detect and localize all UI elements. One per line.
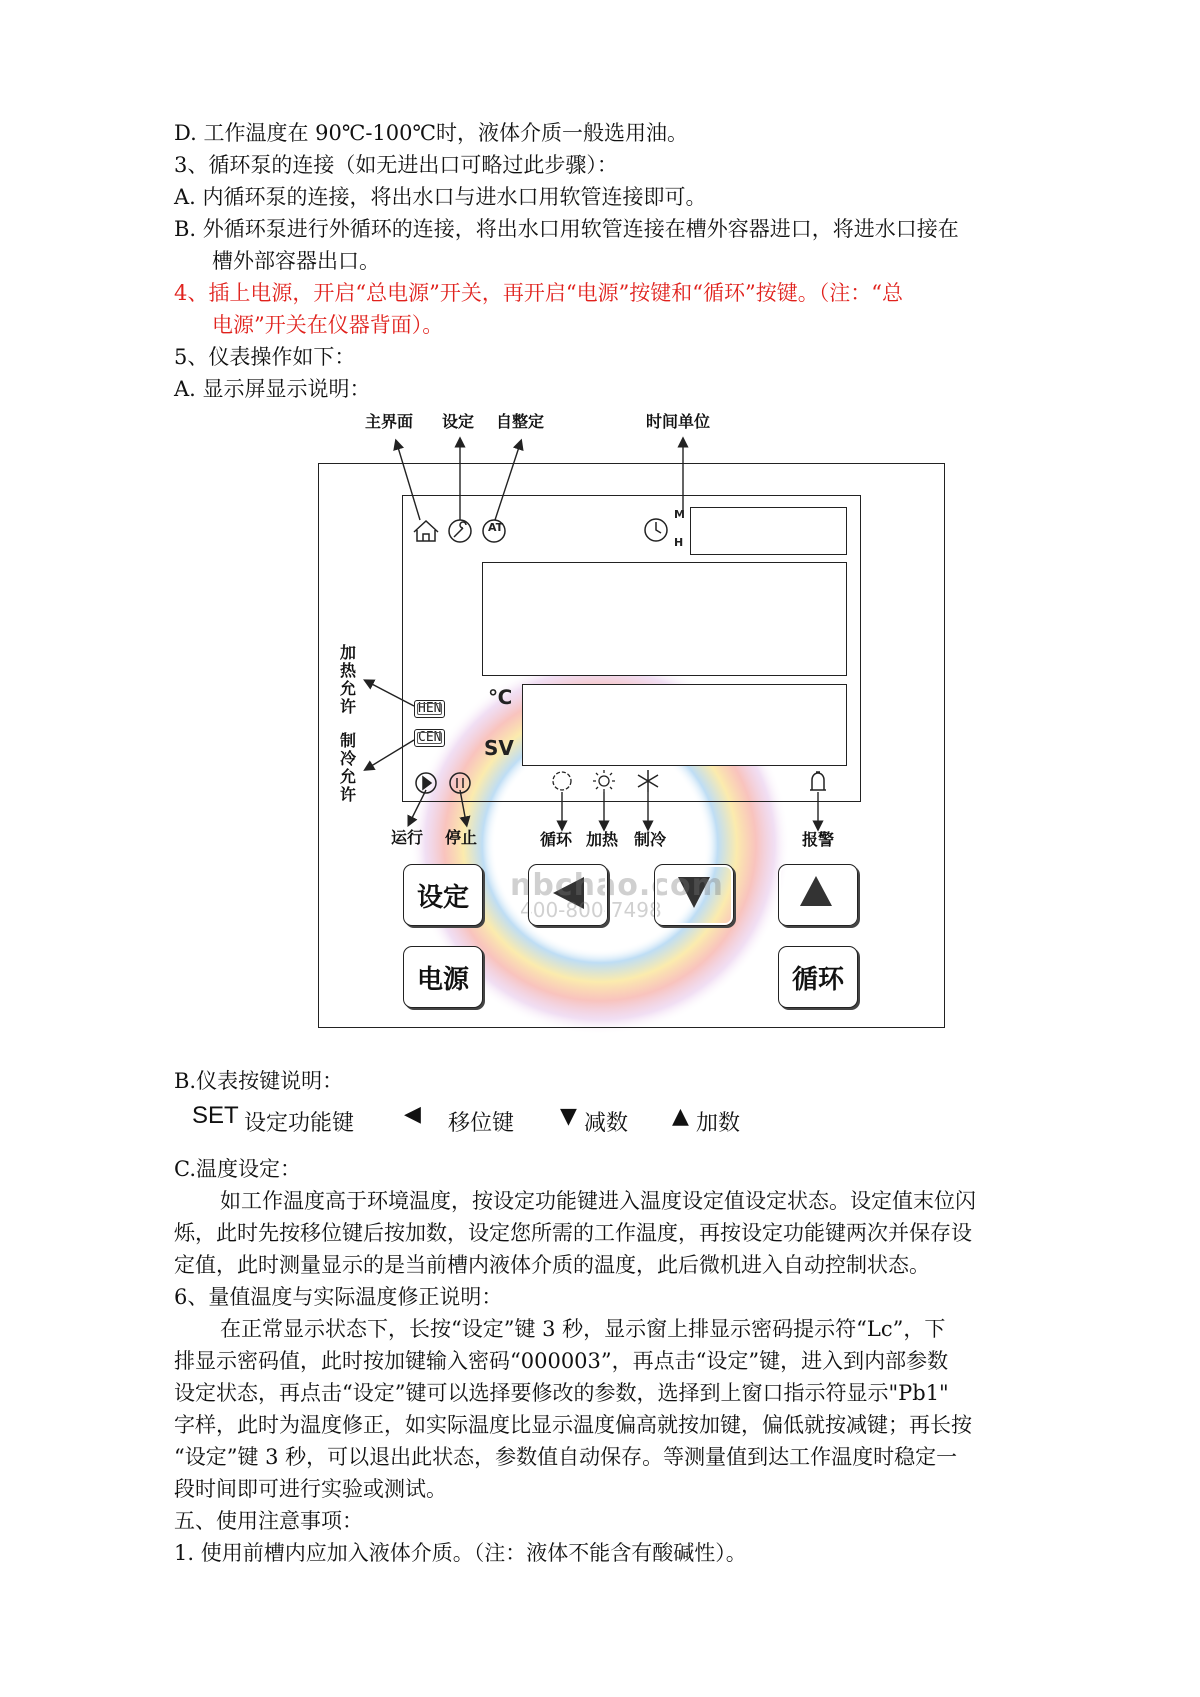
- unit-sv: SV: [484, 736, 514, 760]
- legend-set-desc: 设定功能键: [244, 1111, 355, 1136]
- up-key[interactable]: [778, 864, 858, 926]
- down-triangle-legend-icon: ▼: [560, 1104, 577, 1129]
- text-line: 6、量值温度与实际温度修正说明：: [174, 1285, 503, 1309]
- label-run: 运行: [391, 828, 424, 847]
- pv-display-window: [482, 562, 847, 676]
- text-line: B. 外循环泵进行外循环的连接，将出水口用软管连接在槽外容器进口，将进水口接在: [174, 217, 959, 241]
- section-heading: 五、使用注意事项：: [174, 1509, 363, 1533]
- watermark-brand: nbchao.com: [510, 868, 724, 903]
- sv-display-window: [522, 684, 847, 766]
- label-alarm: 报警: [802, 830, 835, 849]
- power-key[interactable]: 电源: [403, 946, 483, 1008]
- label-circulate: 循环: [540, 830, 573, 849]
- left-triangle-icon: ◀: [404, 1102, 421, 1127]
- text-line: 3、循环泵的连接（如无进出口可略过此步骤）：: [174, 153, 618, 177]
- text-line: A. 内循环泵的连接，将出水口与进水口用软管连接即可。: [174, 185, 707, 209]
- set-key[interactable]: 设定: [403, 864, 483, 926]
- at-icon-label: AT: [488, 521, 504, 534]
- label-stop: 停止: [445, 828, 478, 847]
- text-line: A. 显示屏显示说明：: [174, 377, 371, 401]
- text-line: 5、仪表操作如下：: [174, 345, 356, 369]
- legend-shift-desc: 移位键: [448, 1111, 515, 1136]
- paragraph-line: 在正常显示状态下，长按“设定”键 3 秒，显示窗上排显示密码提示符“Lc”，下: [220, 1317, 946, 1341]
- tag-cen: CEN: [414, 729, 445, 747]
- label-cool: 制冷: [634, 830, 667, 849]
- label-setting: 设定: [442, 412, 475, 431]
- paragraph-line: 设定状态，再点击“设定”键可以选择要修改的参数，选择到上窗口指示符显示"Pb1": [174, 1381, 949, 1405]
- legend-down-desc: 减数: [584, 1111, 629, 1136]
- unit-h: H: [674, 536, 684, 549]
- paragraph-line: 定值，此时测量显示的是当前槽内液体介质的温度，此后微机进入自动控制状态。: [174, 1253, 930, 1277]
- unit-celsius: ℃: [488, 685, 513, 709]
- text-line: C.温度设定：: [174, 1157, 301, 1181]
- legend-set-code: SET: [192, 1102, 239, 1129]
- label-heat-allow: 加热允许: [340, 643, 357, 716]
- legend-up-desc: 加数: [696, 1111, 741, 1136]
- time-display-window: [690, 507, 847, 555]
- label-heat: 加热: [586, 830, 619, 849]
- label-autotune: 自整定: [496, 412, 545, 431]
- label-cool-allow: 制冷允许: [340, 731, 357, 804]
- label-home: 主界面: [365, 412, 414, 431]
- paragraph-line: 段时间即可进行实验或测试。: [174, 1477, 447, 1501]
- text-line: 槽外部容器出口。: [212, 249, 380, 273]
- paragraph-line: 排显示密码值，此时按加键输入密码“000003”，再点击“设定”键，进入到内部参数: [174, 1349, 949, 1373]
- paragraph-line: 烁，此时先按移位键后按加数，设定您所需的工作温度，再按设定功能键两次并保存设: [174, 1221, 972, 1245]
- text-line: B.仪表按键说明：: [174, 1069, 344, 1093]
- text-line: 1. 使用前槽内应加入液体介质。（注：液体不能含有酸碱性）。: [174, 1541, 747, 1565]
- up-triangle-legend-icon: ▲: [672, 1104, 689, 1129]
- paragraph-line: “设定”键 3 秒，可以退出此状态，参数值自动保存。等测量值到达工作温度时稳定一: [174, 1445, 958, 1469]
- warning-line: 4、插上电源，开启“总电源”开关，再开启“电源”按键和“循环”按键。（注：“总: [174, 281, 904, 305]
- paragraph-line: 字样，此时为温度修正，如实际温度比显示温度偏高就按加键，偏低就按减键；再长按: [174, 1413, 972, 1437]
- unit-m: M: [674, 508, 685, 521]
- shift-key[interactable]: [528, 864, 608, 926]
- down-key[interactable]: [654, 864, 734, 926]
- warning-line: 电源”开关在仪器背面）。: [212, 313, 444, 337]
- tag-hen: HEN: [414, 700, 445, 718]
- label-time-unit: 时间单位: [646, 412, 711, 431]
- watermark-phone: 400-800-7498: [520, 898, 662, 922]
- text-line: D. 工作温度在 90℃-100℃时，液体介质一般选用油。: [174, 121, 688, 145]
- circulate-key[interactable]: 循环: [778, 946, 858, 1008]
- paragraph-line: 如工作温度高于环境温度，按设定功能键进入温度设定值设定状态。设定值末位闪: [220, 1189, 976, 1213]
